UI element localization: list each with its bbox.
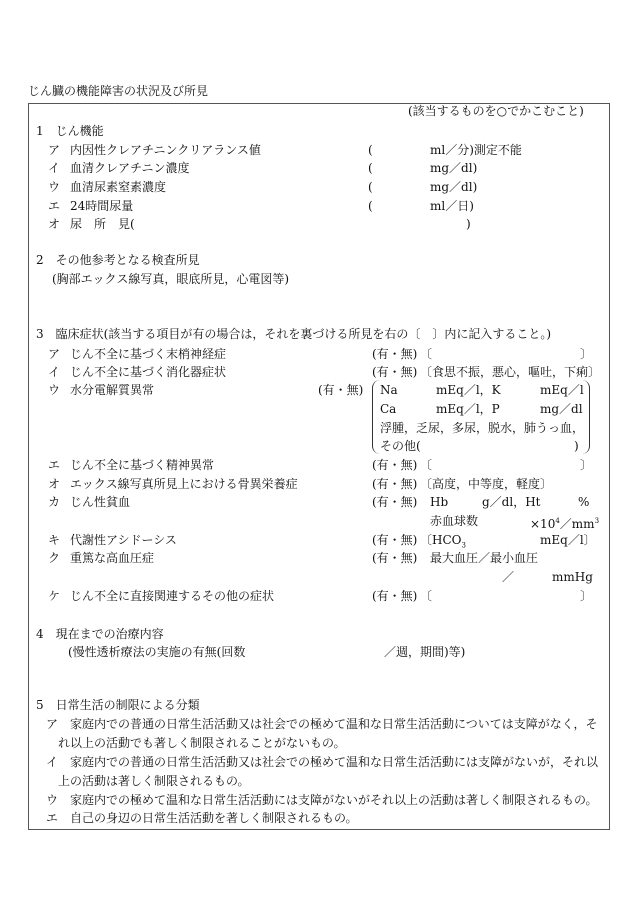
section-3-heading: 3 臨床症状(該当する項目が有の場合は，それを裏づける所見を右の〔 〕内に記入すること。) xyxy=(36,327,552,341)
item-label: 血清尿素窒素濃度 xyxy=(70,180,167,194)
yes-no[interactable]: (有・無) xyxy=(372,533,418,547)
item-key: エ xyxy=(48,458,61,472)
item-key: イ xyxy=(48,161,61,175)
class-a-line1: ア 家庭内での普通の日常生活活動又は社会での極めて温和な日常生活活動については支障がなく，そ xyxy=(46,717,598,731)
bracket-open: 〔 xyxy=(420,347,433,361)
item-label: 重篤な高血圧症 xyxy=(70,551,155,565)
item-label: じん不全に基づく消化器症状 xyxy=(70,365,227,379)
item-key: イ xyxy=(48,365,61,379)
bracket-close: 〕 xyxy=(580,347,593,361)
other-close: ) xyxy=(574,439,579,453)
item-label: 内因性クレアチニンクリアランス値 xyxy=(70,143,261,157)
item-label: 尿 所 見( xyxy=(70,217,135,231)
bp-unit: mmHg xyxy=(552,570,593,584)
yes-no[interactable]: (有・無) xyxy=(372,477,418,491)
detail: 〔高度，中等度，軽度〕 xyxy=(420,477,553,491)
rbc-label: 赤血球数 xyxy=(430,514,479,528)
item-key: ア xyxy=(48,143,61,157)
class-u: ウ 家庭内での極めて温和な日常生活活動には支障がないがそれ以上の活動は著しく制限されるもの。 xyxy=(46,793,598,807)
item-label: 水分電解質異常 xyxy=(70,383,155,397)
section-1-heading: 1 じん機能 xyxy=(36,124,104,138)
item-key: ウ xyxy=(48,180,61,194)
hco3-label: 〔$HCO_3$ xyxy=(420,533,466,550)
item-key: ア xyxy=(48,347,61,361)
item-key: ク xyxy=(48,551,61,565)
yes-no[interactable]: (有・無) xyxy=(372,589,418,603)
hb-unit: g／dl，Ht xyxy=(482,495,541,509)
paren: ( xyxy=(368,143,373,157)
detail: 〔食思不振，悪心，嘔吐，下痢〕 xyxy=(420,365,601,379)
na-unit: mEq／l，K xyxy=(436,383,501,397)
class-a-line2: れ以上の活動でも著しく制限されることがないもの。 xyxy=(58,736,346,750)
instruction: (該当するものを○でかこむこと) xyxy=(408,104,584,118)
bp-label: 最大血圧／最小血圧 xyxy=(430,551,539,565)
paren-close: ) xyxy=(466,217,471,231)
paren: ( xyxy=(368,161,373,175)
item-label: じん性貧血 xyxy=(70,495,131,509)
ca-label: Ca xyxy=(380,402,397,416)
item-label: じん不全に基づく末梢神経症 xyxy=(70,347,227,361)
item-label: 血清クレアチニン濃度 xyxy=(70,161,190,175)
section-2-sub: (胸部エックス線写真，眼底所見，心電図等) xyxy=(52,272,290,286)
bp-slash: ／ xyxy=(502,570,515,584)
unit: mg／dl) xyxy=(430,180,478,194)
paren: ( xyxy=(368,180,373,194)
item-label: エックス線写真所見上における骨異栄養症 xyxy=(70,477,298,491)
yes-no[interactable]: (有・無) xyxy=(372,495,418,509)
section-2-heading: 2 その他参考となる検査所見 xyxy=(36,253,200,267)
na-label: Na xyxy=(380,383,398,397)
item-key: オ xyxy=(48,477,61,491)
bracket-close: 〕 xyxy=(580,589,593,603)
item-label: じん不全に直接関連するその他の症状 xyxy=(70,589,275,603)
section-4-heading: 4 現在までの治療内容 xyxy=(36,627,164,641)
paren: ( xyxy=(368,199,373,213)
rbc-unit: $\times 10^4/mm^3$ xyxy=(530,517,600,531)
unit: ml／分)測定不能 xyxy=(430,143,522,157)
p-unit: mg／dl xyxy=(540,402,583,416)
section-5-heading: 5 日常生活の制限による分類 xyxy=(36,698,200,712)
class-e: エ 自己の身辺の日常生活活動を著しく制限されるもの。 xyxy=(46,811,358,825)
yes-no[interactable]: (有・無) xyxy=(372,347,418,361)
ht-unit: % xyxy=(578,495,590,509)
unit: mg／dl) xyxy=(430,161,478,175)
item-key: カ xyxy=(48,495,61,509)
item-key: ケ xyxy=(48,589,61,603)
class-i-line1: イ 家庭内での普通の日常生活活動又は社会での極めて温和な日常生活活動には支障がないが，それ以 xyxy=(46,755,599,769)
yes-no[interactable]: (有・無) xyxy=(372,551,418,565)
item-key: エ xyxy=(48,199,61,213)
section-4-sub: (慢性透析療法の実施の有無(回数 xyxy=(68,645,246,659)
section-4-sub-end: ／週，期間)等) xyxy=(384,645,466,659)
hb-label: Hb xyxy=(430,495,449,509)
bracket-close: 〕 xyxy=(580,458,593,472)
item-key: オ xyxy=(48,217,61,231)
item-label: じん不全に基づく精神異常 xyxy=(70,458,215,472)
k-unit: mEq／l xyxy=(540,383,584,397)
bracket-open: 〔 xyxy=(420,458,433,472)
yes-no[interactable]: (有・無) xyxy=(318,383,364,397)
hco3-unit: mEq／l〕 xyxy=(540,533,596,547)
unit: ml／日) xyxy=(430,199,474,213)
symptoms: 浮腫，乏尿，多尿，脱水，肺うっ血， xyxy=(380,421,585,435)
other: その他( xyxy=(380,439,421,453)
bracket-open: 〔 xyxy=(420,589,433,603)
item-key: ウ xyxy=(48,383,61,397)
class-i-line2: 上の活動は著しく制限されるもの。 xyxy=(58,774,250,788)
ca-unit: mEq／l，P xyxy=(436,402,500,416)
form-title: じん臓の機能障害の状況及び所見 xyxy=(28,84,209,98)
item-label: 24時間尿量 xyxy=(70,199,134,213)
item-key: キ xyxy=(48,533,61,547)
item-label: 代謝性アシドーシス xyxy=(70,533,177,547)
yes-no[interactable]: (有・無) xyxy=(372,458,418,472)
yes-no[interactable]: (有・無) xyxy=(372,365,418,379)
